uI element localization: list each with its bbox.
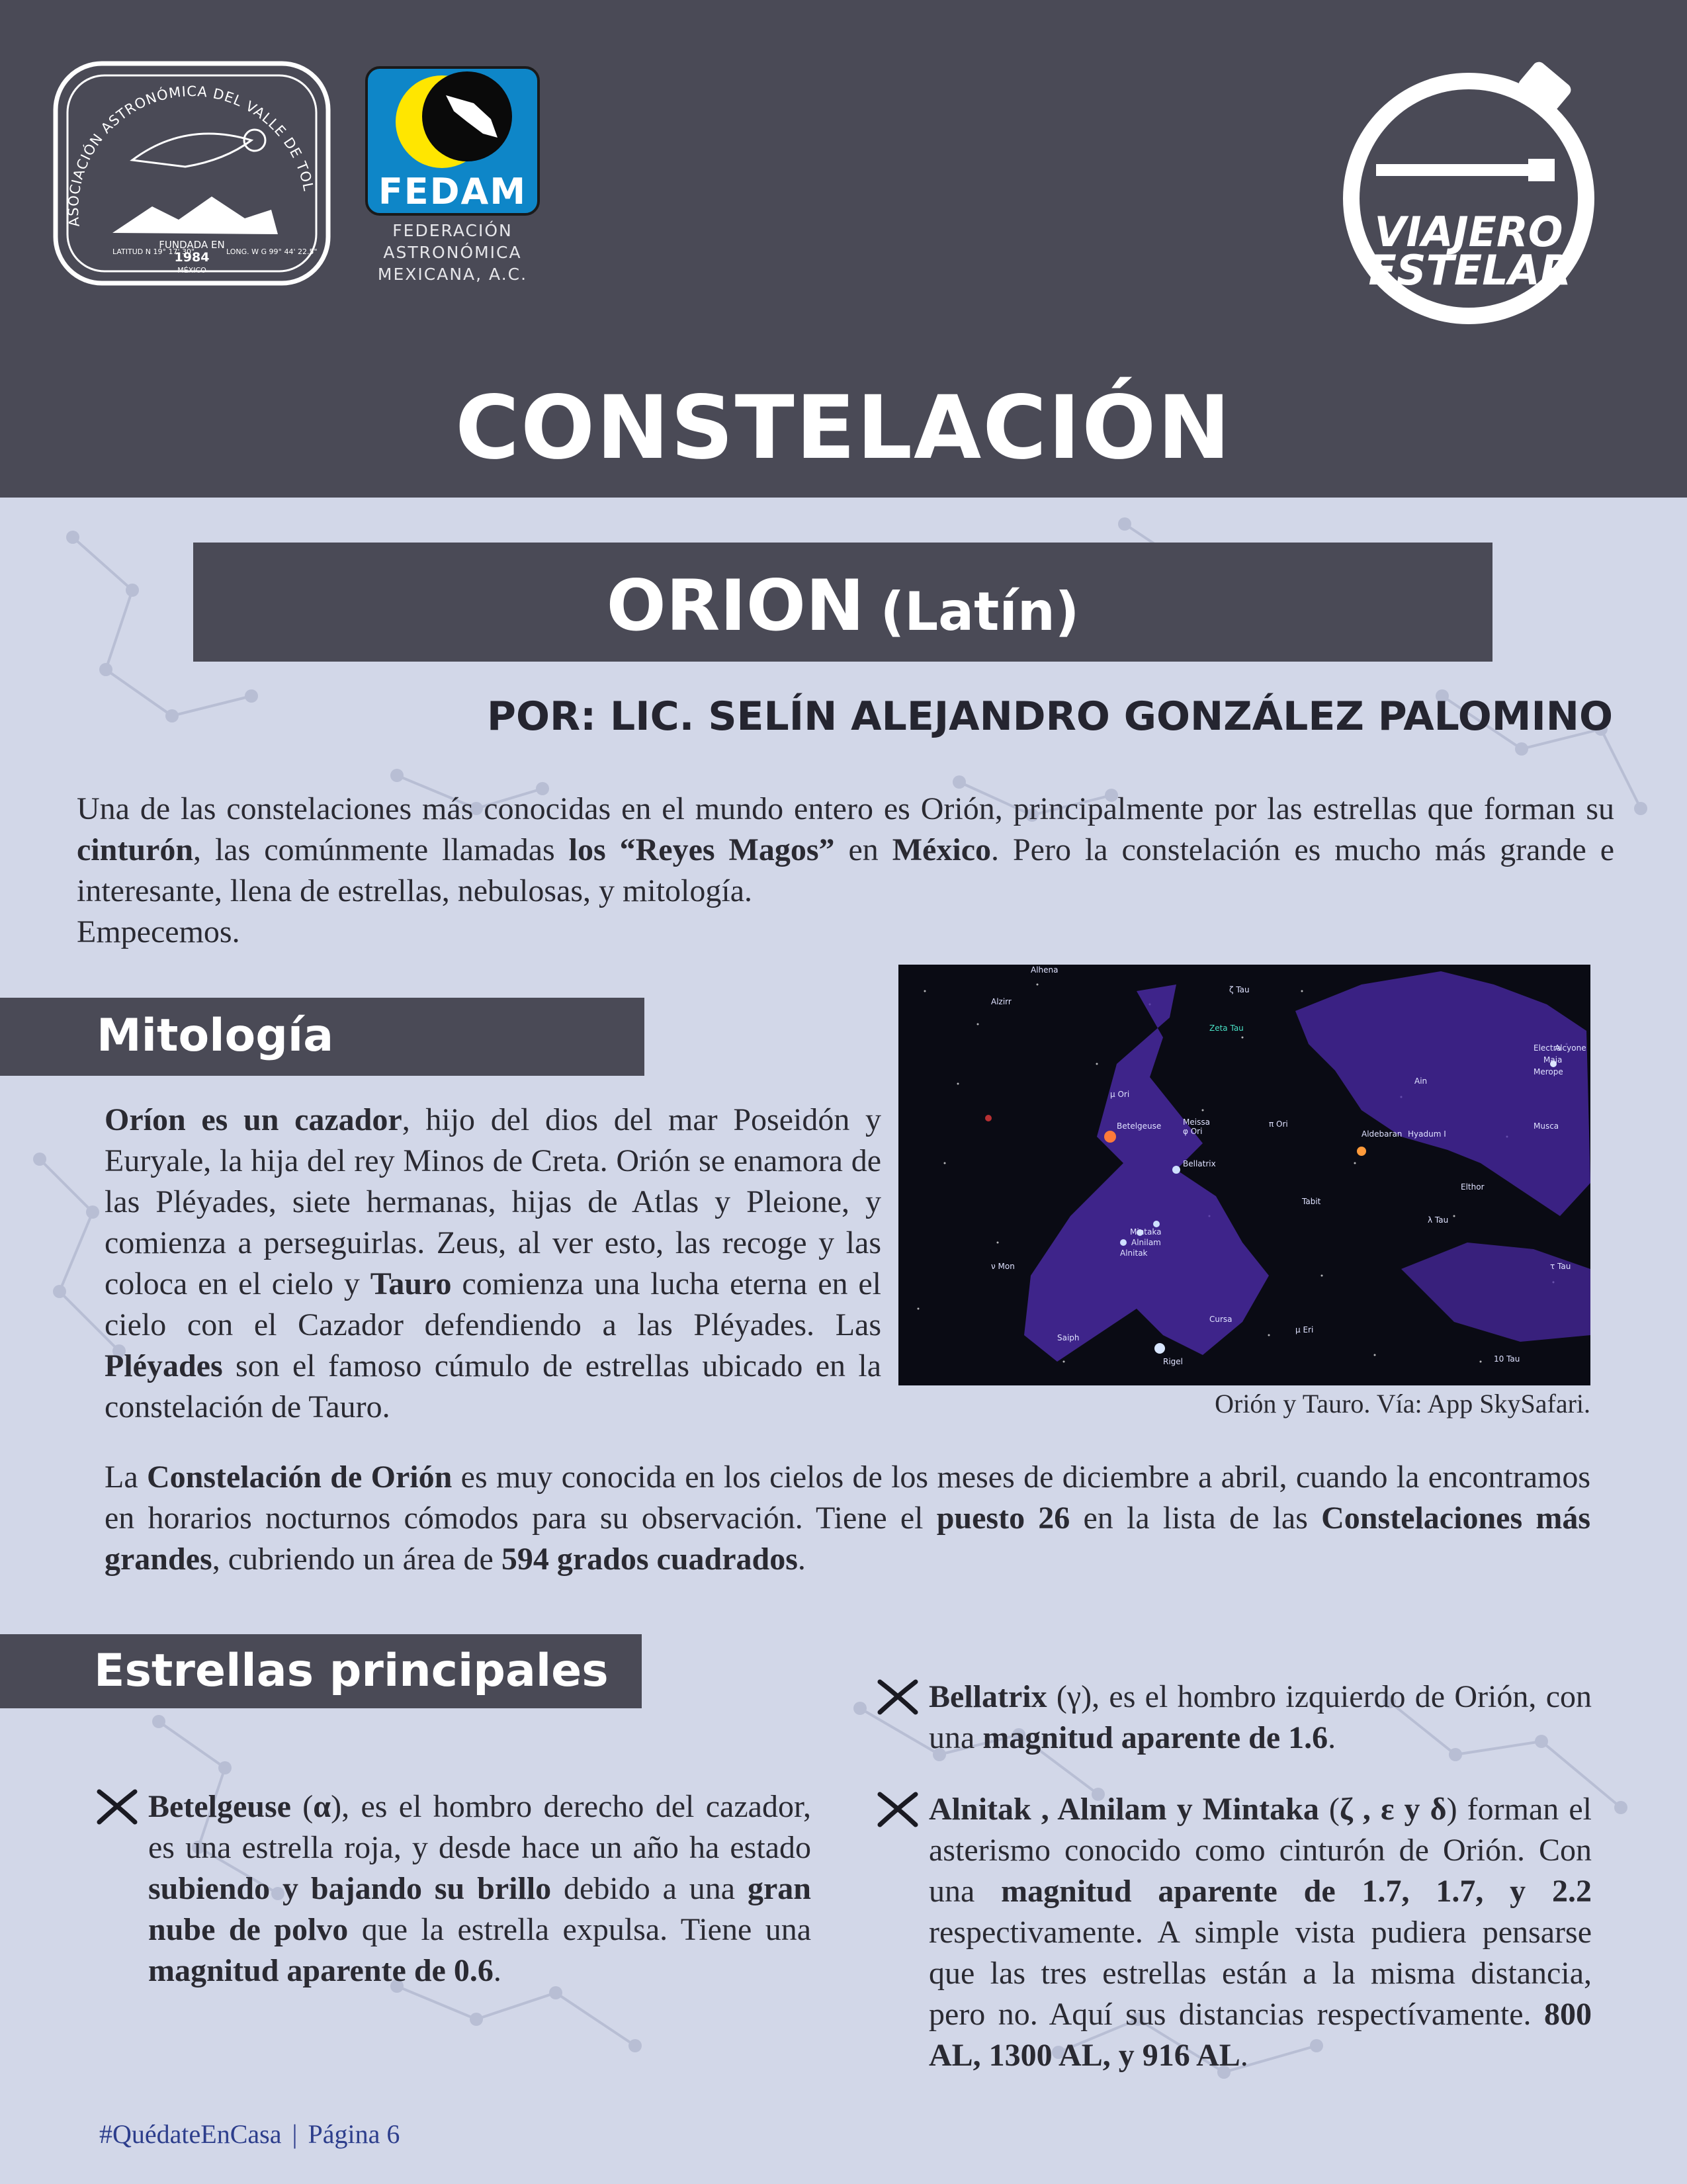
footer-hashtag: #QuédateEnCasa [99,2119,282,2149]
label-mu-eri: μ Eri [1295,1325,1314,1334]
para2-t1: La [105,1460,147,1495]
orion-tauro-sky-image [898,965,1590,1385]
para2-t7: , cubriendo un área de [212,1542,501,1577]
photo-caption: Orión y Tauro. Vía: App SkySafari. [1215,1389,1590,1419]
star-item-bellatrix [877,1677,1592,1759]
belt-t4: respectivamente. A simple vista pudiera pensarse que las tres estrellas están a la misma distancia, pero no. Aquí sus distancias respectívamente. [929,1915,1592,2032]
label-alzirr: Alzirr [991,997,1012,1006]
label-elthor: Elthor [1461,1182,1485,1192]
viajero-line2: ESTELAR [1368,246,1572,294]
intro-belt-term: cinturón [77,832,194,867]
stars-right-column [877,1677,1592,2107]
para2-largest: Constelaciones más grandes [105,1501,1591,1577]
label-alhena: Alhena [1031,965,1059,975]
stars-left-column [97,1786,811,2022]
mito-orion-cazador: Oríon es un cazador [105,1102,402,1137]
mito-tauro: Tauro [370,1266,452,1301]
betelgeuse-brightness: subiendo y bajando su brillo [148,1871,552,1906]
section-mitologia-heading [0,998,644,1076]
belt-t1: ( [1319,1792,1340,1827]
avt-longitude: LONG. W G 99° 44' 22.5" [226,247,318,256]
avt-founded-label: FUNDADA EN [159,239,225,251]
bellatrix-magnitude: magnitud aparente de 1.6 [982,1720,1328,1755]
para2-t5: en la lista de las [1070,1501,1322,1536]
star-bullet-icon [877,1792,918,1827]
intro-paragraph [77,789,1614,912]
belt-t6: . [1240,2038,1248,2073]
intro-text-c: , las comúnmente llamadas [193,832,569,867]
label-tabit: Tabit [1302,1197,1321,1206]
avt-founded-year: 1984 [174,250,210,265]
label-aldebaran: Aldebaran [1362,1129,1403,1139]
avt-logo [53,61,331,286]
viajero-line1: VIAJERO [1374,208,1563,256]
constellation-title [193,565,1492,646]
label-musca: Musca [1534,1121,1559,1131]
label-tau-tau: τ Tau [1550,1262,1571,1271]
label-cursa: Cursa [1209,1315,1233,1324]
section-estrellas-heading [0,1634,642,1708]
belt-distances: 800 AL, 1300 AL, y 916 AL [929,1997,1592,2073]
label-mu-ori: μ Ori [1110,1090,1130,1099]
para2-t9: . [797,1542,806,1577]
label-nu-mon: ν Mon [991,1262,1015,1271]
avt-place: MÉXICO [177,266,206,275]
para2-t3: es muy conocida en los cielos de los meses de diciembre a abril, cuando la encontramos en horarios nocturnos cómodos para su observación. Tiene el [105,1460,1591,1536]
betelgeuse-name: Betelgeuse [148,1789,291,1824]
fedam-sub-line2: ASTRONÓMICA [383,243,522,262]
bellatrix-t3: . [1328,1720,1336,1755]
betelgeuse-t1: ( [290,1789,314,1824]
belt-magnitudes: magnitud aparente de 1.7, 1.7, y 2.2 [1001,1874,1592,1909]
label-electra: Electra [1534,1043,1561,1053]
label-lambda-tau: λ Tau [1428,1215,1449,1225]
viajero-estelar-logo [1330,46,1621,337]
intro-text [77,789,1614,953]
main-title: CONSTELACIÓN [455,377,1232,479]
label-zeta-tau: ζ Tau [1229,985,1250,994]
bellatrix-name: Bellatrix [929,1679,1047,1714]
betelgeuse-magnitude: magnitud aparente de 0.6 [148,1953,494,1988]
para2-rank: puesto 26 [936,1501,1070,1536]
constellation-language: (Latín) [880,581,1080,642]
label-alcyone: Alcyone [1555,1043,1586,1053]
estrellas-heading-text: Estrellas principales [94,1645,609,1697]
betelgeuse-t4: debido a una [551,1871,748,1906]
intro-empecemos: Empecemos. [77,914,240,949]
label-10-tau: 10 Tau [1494,1354,1520,1364]
label-bellatrix: Bellatrix [1183,1159,1216,1168]
betelgeuse-t2: ), es el hombro derecho del cazador, es una estrella roja, y desde hace un año ha estado [148,1789,812,1865]
avt-ring-text: ASOCIACIÓN ASTRONÓMICA DEL VALLE DE TOL [65,83,317,228]
para2-area: 594 grados cuadrados [501,1542,798,1577]
fedam-subtitle [352,220,553,285]
betelgeuse-symbol: α [313,1789,331,1824]
fedam-sub-line1: FEDERACIÓN [392,221,513,240]
label-alnilam: Alnilam [1131,1238,1161,1247]
label-meissa: Meissa [1183,1117,1210,1127]
footer-page-number: Página 6 [308,2119,400,2149]
star-item-betelgeuse [97,1786,811,1991]
intro-mexico: México [892,832,991,867]
fedam-name: FEDAM [378,171,527,212]
label-zeta-tau-2: Zeta Tau [1209,1024,1244,1033]
fedam-logo [365,66,540,284]
belt-t2: ) forman el asterismo conocido como cinturón de Orión. Con una [929,1792,1592,1909]
mitologia-heading-text: Mitología [97,1010,334,1062]
label-phi-ori: φ Ori [1183,1127,1203,1136]
footer-separator: | [292,2119,298,2149]
betelgeuse-dust: gran nube de polvo [148,1871,811,1947]
belt-names: Alnitak , Alnilam y Mintaka [929,1792,1319,1827]
intro-text-g: . Pero la constelación es mucho más grande e interesante, llena de estrellas, nebulosas, y mitología. [77,832,1614,908]
mito-text-2: , hijo del dios del mar Poseidón y Euryale, la hija del rey Minos de Creta. Orión se enamora de las Pléyades, siete hermanas, hijas de Atlas y Pleione, y comienza a perseguirlas. Zeus, al ver esto, las recoge y las coloca en el cielo y [105,1102,882,1301]
label-mintaka: Mintaka [1130,1227,1162,1237]
belt-symbols: ζ , ε y δ [1339,1792,1447,1827]
fedam-emblem [365,66,540,216]
fedam-moon-icon [368,69,537,168]
betelgeuse-t8: . [493,1953,501,1988]
star-bullet-icon [97,1789,138,1825]
betelgeuse-t6: que la estrella expulsa. Tiene una [348,1912,812,1947]
page-footer [99,2118,400,2150]
constellation-name: ORION [606,565,865,646]
label-ain: Ain [1414,1076,1428,1086]
label-maia: Maia [1543,1055,1563,1065]
constellation-banner [193,543,1492,662]
author-line: POR: LIC. SELÍN ALEJANDRO GONZÁLEZ PALOMINO [486,693,1613,740]
mito-pleyades: Pléyades [105,1348,223,1383]
label-merope: Merope [1534,1067,1563,1076]
para2-constellation: Constelación de Orión [146,1460,453,1495]
label-pi-ori: π Ori [1269,1119,1288,1129]
mito-text-4: comienza una lucha eterna en el cielo con el Cazador defendiendo a las Pléyades. Las [105,1266,881,1342]
orion-visibility-text [105,1457,1590,1580]
intro-text-e: en [834,832,892,867]
label-saiph: Saiph [1057,1333,1080,1342]
avt-latitude: LATITUD N 19° 17' 30" [112,247,195,256]
intro-reyes-magos: los “Reyes Magos” [568,832,835,867]
fedam-sub-line3: MEXICANA, A.C. [377,265,528,284]
label-alnitak: Alnitak [1120,1248,1148,1258]
bellatrix-t1: (γ), es el hombro izquierdo de Orión, con una [929,1679,1592,1755]
label-rigel: Rigel [1163,1357,1184,1366]
star-bullet-icon [877,1679,918,1715]
mito-text-6: son el famoso cúmulo de estrellas ubicado en la constelación de Tauro. [105,1348,881,1424]
intro-text-a: Una de las constelaciones más conocidas en el mundo entero es Orión, principalmente por las estrellas que forman su [77,791,1614,826]
label-betelgeuse: Betelgeuse [1117,1121,1162,1131]
star-item-cinturon [877,1789,1592,2076]
label-hyadum: Hyadum I [1408,1129,1446,1139]
mitologia-text [105,1100,881,1428]
